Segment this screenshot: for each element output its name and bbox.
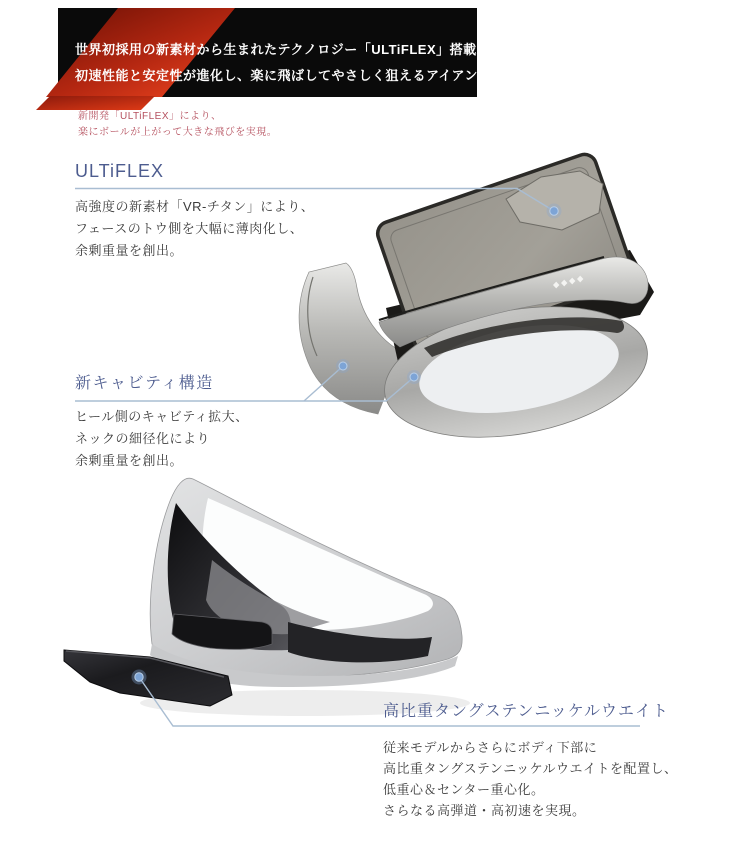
body-line: 従来モデルからさらにボディ下部に <box>383 740 598 755</box>
figure-iron-back-view <box>299 151 658 456</box>
callout-dot-icon <box>547 204 562 219</box>
callout-dot-icon <box>407 370 421 384</box>
promo-banner-graphic <box>36 8 477 110</box>
section-body-weight <box>383 737 678 821</box>
intro-note <box>78 109 277 141</box>
body-line: 低重心＆センター重心化。 <box>383 782 545 797</box>
callout-dot-icon <box>336 359 350 373</box>
body-line: さらなる高弾道・高初速を実現。 <box>383 803 586 818</box>
body-line: フェースのトウ側を大幅に薄肉化し、 <box>75 221 304 236</box>
banner-red-ribbon-tail <box>36 96 155 110</box>
section-heading-ultiflex: ULTiFLEX <box>75 161 165 181</box>
body-line: 高比重タングステンニッケルウエイトを配置し、 <box>383 761 678 776</box>
intro-note-line1: 新開発「ULTiFLEX」により、 <box>78 111 222 122</box>
section-body-cavity <box>75 406 249 472</box>
banner-headline-line2: 初速性能と安定性が進化し、楽に飛ばしてやさしく狙えるアイアン。 <box>75 68 491 83</box>
section-heading-cavity: 新キャビティ構造 <box>75 375 214 392</box>
banner-headline-line1: 世界初採用の新素材から生まれたテクノロジー「ULTiFLEX」搭載。 <box>75 42 491 57</box>
body-line: 高強度の新素材「VR-チタン」により、 <box>75 199 315 214</box>
section-heading-weight: 高比重タングステンニッケルウエイト <box>383 703 669 720</box>
intro-note-line2: 楽にボールが上がって大きな飛びを実現。 <box>78 127 278 138</box>
section-body-ultiflex <box>75 196 314 262</box>
body-line: 余剰重量を創出。 <box>75 243 184 258</box>
body-line: 余剰重量を創出。 <box>75 453 184 468</box>
callout-dot-icon <box>132 670 147 685</box>
body-line: ヒール側のキャビティ拡大、 <box>75 409 249 424</box>
figure-iron-cutaway-view <box>64 478 470 716</box>
body-line: ネックの細径化により <box>75 431 211 446</box>
